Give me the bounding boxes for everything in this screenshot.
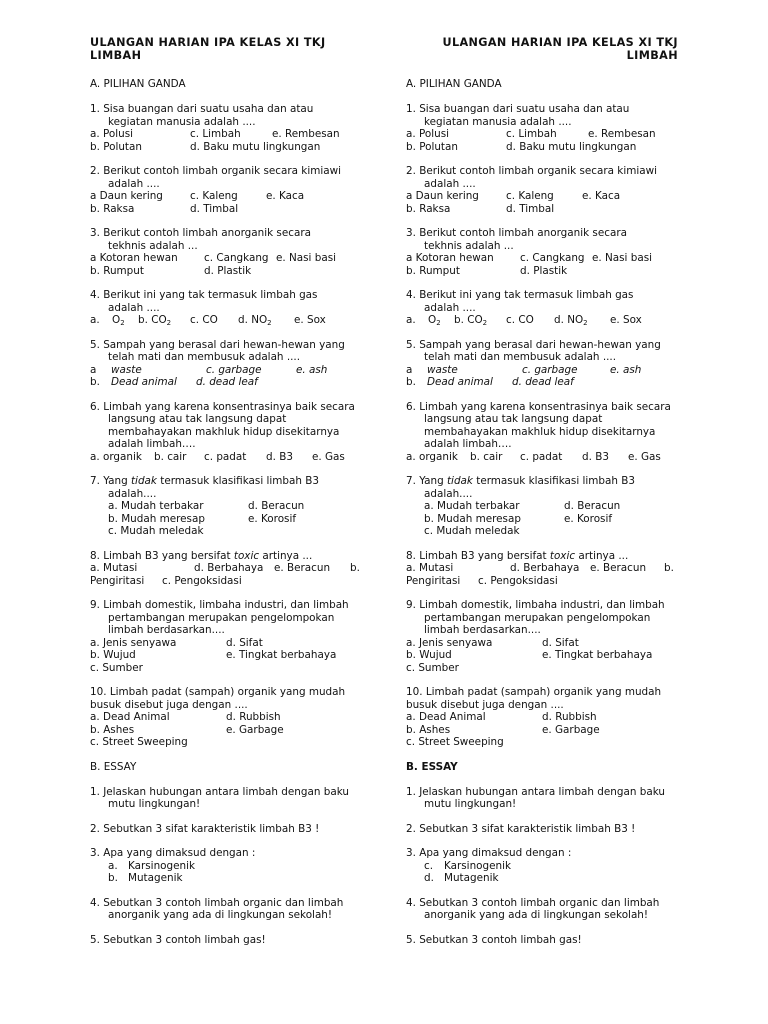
option-e: e. Garbage [542,723,600,736]
question-7 [90,475,380,538]
section-a-heading: A. PILIHAN GANDA [406,78,502,90]
option-a: a. Polusi [90,128,133,140]
option-d: d. Berbahaya [510,562,580,574]
option-b: b. Wujud [90,649,136,661]
question-6-stem: 6. Limbah yang karena konsentrasinya baik secara [406,400,671,413]
question-7-stem: 7. Yang tidak termasuk klasifikasi limbah B3 [406,475,636,487]
option-e: e. Sox [294,314,326,326]
option-e: e. Sox [610,314,642,326]
option-b: b. Raksa [406,202,451,215]
option-d: d. Baku mutu lingkungan [190,140,321,153]
question-5-stem: 5. Sampah yang berasal dari hewan-hewan yang [406,338,661,351]
option-c: c. Kaleng [506,190,554,202]
question-2 [406,165,678,215]
option-e: e. Rembesan [588,128,656,140]
option-a: a. Mudah terbakar [424,500,520,512]
option-a: a Daun kering [90,190,163,202]
option-e: e. ash [296,363,328,376]
option-b: b. $CO_2$ [138,314,172,327]
question-9-stem: 9. Limbah domestik, limbaha industri, dan limbah [90,599,349,611]
essay-3-sub-label: d. [424,872,434,884]
question-10-stem-cont: busuk disebut juga dengan .... [90,698,248,711]
essay-1 [90,786,380,811]
option-a: a. [90,314,100,326]
option-b: b. Ashes [406,723,451,736]
option-d: d. Berbahaya [194,562,264,574]
option-b: b. Polutan [90,140,142,153]
essay-3-sub-label: a. [108,859,118,872]
option-c: c. CO [190,314,218,326]
essay-2: 2. Sebutkan 3 sifat karakteristik limbah B3 ! [90,822,320,835]
option-c: c. Pengoksidasi [162,574,242,587]
option-d: d. Sifat [226,636,263,649]
question-2-stem: 2. Berikut contoh limbah organik secara kimiawi [406,165,657,177]
question-1-stem-cont: kegiatan manusia adalah .... [108,115,256,128]
option-e: e. Kaca [266,190,305,202]
essay-3-sub-item: Karsinogenik [444,859,511,872]
option-c: c. Limbah [190,128,241,140]
option-a-value: $O_2$ [112,314,125,327]
option-d: d. Sifat [542,636,579,649]
option-a: a Kotoran hewan [90,252,178,264]
option-c: c. Cangkang [204,252,269,264]
question-7-stem-cont: adalah.... [108,487,157,500]
option-c: c. Sumber [406,661,459,674]
section-a-heading: A. PILIHAN GANDA [90,78,186,90]
question-4-stem-cont: adalah .... [108,301,160,314]
essay-3-text: 3. Apa yang dimaksud dengan : [406,847,572,859]
question-6 [406,401,678,464]
question-6-stem-cont: membahayakan makhluk hidup disekitarnya [424,425,656,438]
exam-title: ULANGAN HARIAN IPA KELAS XI TKJ [90,36,326,49]
option-b: b. Mudah meresap [108,512,205,525]
essay-3 [90,847,380,885]
option-e: e. Nasi basi [276,252,337,264]
exam-title: ULANGAN HARIAN IPA KELAS XI TKJ [442,36,678,49]
option-a: a Daun kering [406,190,479,202]
option-d: d. Rubbish [226,711,281,723]
question-1 [406,103,678,153]
option-d: d. Timbal [190,202,239,215]
question-4 [90,289,380,327]
essay-4-text-cont: anorganik yang ada di lingkungan sekolah! [108,909,333,921]
option-d: d. $NO_2$ [554,314,588,327]
option-b: b. cair [154,450,187,463]
option-b: b. Ashes [90,723,135,736]
question-2 [90,165,380,215]
essay-4 [90,897,380,922]
option-e: e. Korosif [248,512,297,525]
essay-4 [406,897,678,922]
question-6-stem-cont: adalah limbah…. [424,438,512,450]
question-8 [90,550,380,588]
question-7 [406,475,678,538]
option-b: b. Polutan [406,140,458,153]
question-6-stem-cont: langsung atau tak langsung dapat [424,413,603,425]
option-e: e. Rembesan [272,128,340,140]
option-b: b. Wujud [406,649,452,661]
option-a: a. Dead Animal [406,711,486,723]
option-a: a. Mutasi [406,562,454,574]
essay-1-text-cont: mutu lingkungan! [108,798,201,810]
option-c: c. Cangkang [520,252,585,264]
question-5-stem: 5. Sampah yang berasal dari hewan-hewan yang [90,338,345,351]
right-copy [406,36,678,946]
option-a: a. Dead Animal [90,711,170,723]
option-b: b. Raksa [90,202,135,215]
question-9-stem-cont: limbah berdasarkan.... [424,624,541,636]
option-d: d. Timbal [506,202,555,215]
question-4-stem: 4. Berikut ini yang tak termasuk limbah gas [406,289,634,301]
question-9-stem: 9. Limbah domestik, limbaha industri, dan limbah [406,599,665,611]
option-b: b. $CO_2$ [454,314,488,327]
question-10 [406,686,678,749]
question-9-stem-cont: limbah berdasarkan.... [108,624,225,636]
question-8 [406,550,678,588]
question-1 [90,103,380,153]
exam-subtitle: LIMBAH [626,49,678,62]
option-b: Dead animal [111,376,177,388]
option-b: Pengiritasi [90,574,145,587]
option-c: c. Street Sweeping [406,736,504,748]
option-a: a. organik [406,450,458,463]
question-5 [406,339,678,389]
option-a: a. Jenis senyawa [90,636,177,649]
option-d: d. Beracun [564,500,621,512]
question-9 [406,599,678,674]
question-1-stem: 1. Sisa buangan dari suatu usaha dan atau [406,103,630,115]
essay-3-sub-item: Karsinogenik [128,859,195,872]
option-a: a. Jenis senyawa [406,636,493,649]
question-1-stem-cont: kegiatan manusia adalah .... [424,115,572,128]
option-a: a. [406,314,416,326]
option-c: c. Mudah meledak [424,525,520,537]
essay-4-text: 4. Sebutkan 3 contoh limbah organic dan limbah [406,896,660,909]
essay-3 [406,847,678,885]
question-4-stem: 4. Berikut ini yang tak termasuk limbah gas [90,289,318,301]
option-a: a. Mudah terbakar [108,500,204,512]
essay-5: 5. Sebutkan 3 contoh limbah gas! [90,933,266,946]
option-d: d. dead leaf [196,376,258,388]
option-b-label: b. [664,562,674,574]
question-3-stem-cont: tekhnis adalah ... [424,239,514,252]
option-e: e. Beracun [274,562,331,574]
option-b: Pengiritasi [406,574,461,587]
option-a: a. Polusi [406,128,449,140]
section-b-heading: B. ESSAY [406,760,458,773]
question-1-stem: 1. Sisa buangan dari suatu usaha dan atau [90,103,314,115]
question-3-stem: 3. Berikut contoh limbah anorganik secara [406,227,627,239]
option-b-label: b. [406,376,416,388]
question-6-stem-cont: langsung atau tak langsung dapat [108,413,287,425]
essay-4-text-cont: anorganik yang ada di lingkungan sekolah! [424,909,649,921]
option-d: d. Plastik [520,264,568,277]
option-e: e. ash [610,363,642,376]
option-d: d. Plastik [204,264,252,277]
option-a-value: $O_2$ [428,314,441,327]
option-c: c. Pengoksidasi [478,574,558,587]
option-e: e. Kaca [582,190,621,202]
essay-3-sub-item: Mutagenik [128,872,183,884]
option-d: d. dead leaf [512,376,574,388]
question-9 [90,599,380,674]
question-4 [406,289,678,327]
option-e: e. Beracun [590,562,647,574]
question-4-stem-cont: adalah .... [424,301,476,314]
option-e: e. Gas [628,450,661,463]
exam-subtitle: LIMBAH [90,49,142,62]
section-b-heading: B. ESSAY [90,760,137,773]
option-b: Dead animal [427,376,493,388]
option-d: d. Baku mutu lingkungan [506,140,637,153]
option-c: c. Street Sweeping [90,736,188,748]
essay-3-sub-label: b. [108,872,118,884]
option-a-label: a [406,363,413,376]
essay-1-text: 1. Jelaskan hubungan antara limbah dengan baku [406,785,665,798]
option-a: a Kotoran hewan [406,252,494,264]
option-c: c. Mudah meledak [108,525,204,537]
question-6-stem: 6. Limbah yang karena konsentrasinya baik secara [90,400,355,413]
question-3 [90,227,380,277]
question-5 [90,339,380,389]
question-9-stem-cont: pertambangan merupakan pengelompokan [424,611,651,624]
left-copy [90,36,380,946]
option-e: e. Tingkat berbahaya [226,649,337,661]
question-6-stem-cont: membahayakan makhluk hidup disekitarnya [108,425,340,438]
option-a: waste [111,363,142,376]
question-5-stem-cont: telah mati dan membusuk adalah .... [108,351,301,363]
option-d: d. B3 [582,450,609,463]
option-c: c. Sumber [90,661,143,674]
question-10 [90,686,380,749]
option-b: b. Mudah meresap [424,512,521,525]
option-d: d. B3 [266,450,293,463]
essay-1 [406,786,678,811]
option-c: c. garbage [206,363,262,376]
question-3 [406,227,678,277]
option-b-label: b. [350,562,360,574]
question-6-stem-cont: adalah limbah…. [108,438,196,450]
question-10-stem: 10. Limbah padat (sampah) organik yang mudah [90,686,346,698]
option-b: b. Rumput [90,264,144,277]
option-c: c. padat [204,450,247,463]
essay-2: 2. Sebutkan 3 sifat karakteristik limbah B3 ! [406,822,636,835]
option-a: waste [427,363,458,376]
question-5-stem-cont: telah mati dan membusuk adalah .... [424,351,617,363]
question-7-stem-cont: adalah.... [424,487,473,500]
option-b: b. cair [470,450,503,463]
option-e: e. Korosif [564,512,613,525]
option-e: e. Gas [312,450,345,463]
question-6 [90,401,380,464]
essay-1-text-cont: mutu lingkungan! [424,798,517,810]
question-3-stem: 3. Berikut contoh limbah anorganik secara [90,227,311,239]
question-10-stem: 10. Limbah padat (sampah) organik yang mudah [406,686,662,698]
option-c: c. Kaleng [190,190,238,202]
option-e: e. Nasi basi [592,252,653,264]
option-a: a. Mutasi [90,562,138,574]
question-8-stem: 8. Limbah B3 yang bersifat toxic artinya ... [90,549,313,562]
option-c: c. Limbah [506,128,557,140]
question-2-stem-cont: adalah .... [424,177,476,190]
option-e: e. Garbage [226,723,284,736]
essay-3-sub-label: c. [424,859,434,872]
option-e: e. Tingkat berbahaya [542,649,653,661]
question-3-stem-cont: tekhnis adalah ... [108,239,198,252]
option-a-label: a [90,363,97,376]
option-c: c. CO [506,314,534,326]
essay-4-text: 4. Sebutkan 3 contoh limbah organic dan limbah [90,896,344,909]
question-2-stem: 2. Berikut contoh limbah organik secara kimiawi [90,165,341,177]
essay-3-sub-item: Mutagenik [444,872,499,884]
essay-3-text: 3. Apa yang dimaksud dengan : [90,847,256,859]
question-9-stem-cont: pertambangan merupakan pengelompokan [108,611,335,624]
option-d: d. Beracun [248,500,305,512]
question-2-stem-cont: adalah .... [108,177,160,190]
option-d: d. $NO_2$ [238,314,272,327]
option-d: d. Rubbish [542,711,597,723]
option-c: c. padat [520,450,563,463]
option-b: b. Rumput [406,264,460,277]
option-b-label: b. [90,376,100,388]
essay-1-text: 1. Jelaskan hubungan antara limbah dengan baku [90,785,349,798]
essay-5: 5. Sebutkan 3 contoh limbah gas! [406,933,582,946]
question-10-stem-cont: busuk disebut juga dengan .... [406,698,564,711]
question-7-stem: 7. Yang tidak termasuk klasifikasi limbah B3 [90,475,320,487]
option-c: c. garbage [522,363,578,376]
question-8-stem: 8. Limbah B3 yang bersifat toxic artinya ... [406,549,629,562]
option-a: a. organik [90,450,142,463]
